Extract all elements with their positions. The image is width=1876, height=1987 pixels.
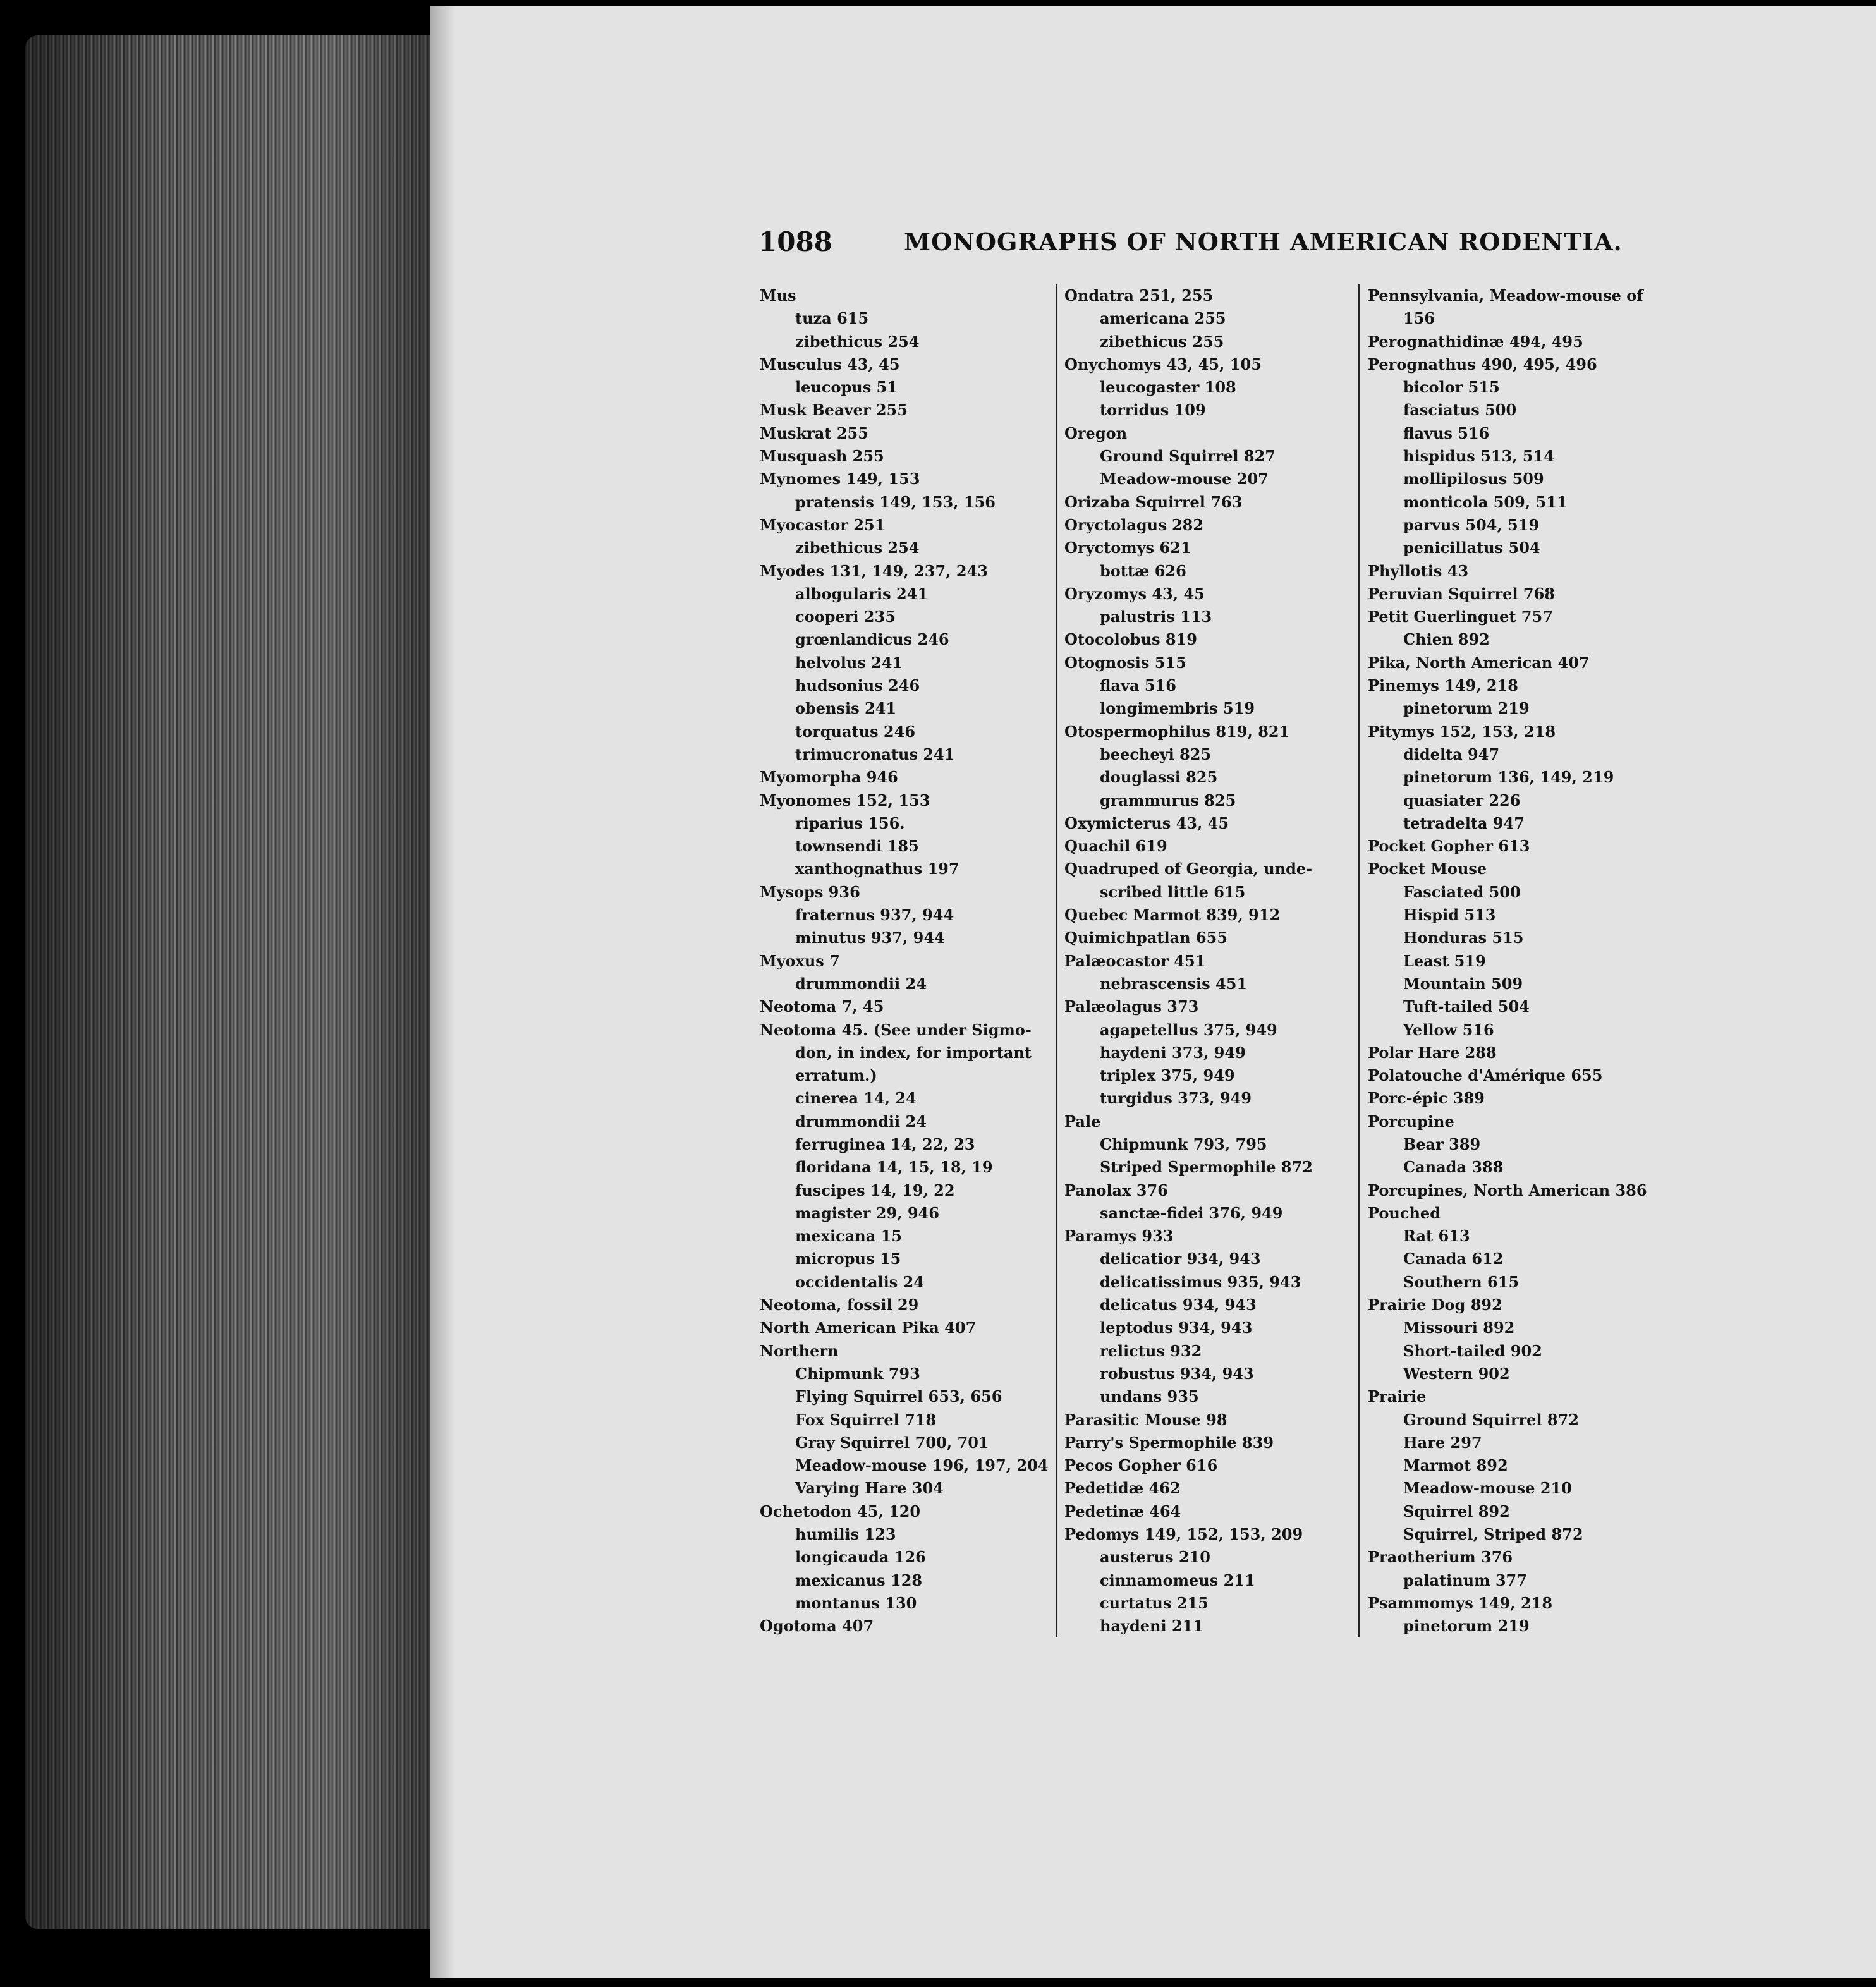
index-subentry: Gray Squirrel 700, 701 <box>795 1433 989 1452</box>
index-subentry: delicatior 934, 943 <box>1100 1249 1261 1268</box>
index-entry: Musquash 255 <box>760 447 884 466</box>
index-entry: Muskrat 255 <box>760 423 868 442</box>
index-entry: Oryctolagus 282 <box>1064 515 1204 534</box>
index-subentry: riparius 156. <box>795 813 905 832</box>
index-entry: Pitymys 152, 153, 218 <box>1368 722 1556 741</box>
index-subentry: Missouri 892 <box>1403 1318 1515 1337</box>
index-entry: Polar Hare 288 <box>1368 1043 1497 1062</box>
index-subentry: Marmot 892 <box>1403 1456 1508 1475</box>
index-entry: Pocket Mouse <box>1368 860 1487 878</box>
index-entry: Orizaba Squirrel 763 <box>1064 492 1243 511</box>
index-entry: Ochetodon 45, 120 <box>760 1502 921 1521</box>
index-subentry: robustus 934, 943 <box>1100 1364 1254 1383</box>
index-entry: Oryzomys 43, 45 <box>1064 584 1205 603</box>
index-subentry: Yellow 516 <box>1403 1020 1494 1039</box>
index-entry: Myomorpha 946 <box>760 768 898 787</box>
gutter-shadow <box>430 6 455 1978</box>
index-subentry: Chipmunk 793, 795 <box>1100 1134 1267 1153</box>
book-page-edges <box>25 35 455 1929</box>
index-entry: Pocket Gopher 613 <box>1368 837 1530 856</box>
index-entry: Pedomys 149, 152, 153, 209 <box>1064 1525 1303 1544</box>
index-entry: Oxymicterus 43, 45 <box>1064 813 1229 832</box>
index-subentry: fasciatus 500 <box>1403 401 1517 420</box>
index-subentry: helvolus 241 <box>795 653 903 672</box>
index-subentry: zibethicus 255 <box>1100 332 1224 351</box>
index-entry: Peruvian Squirrel 768 <box>1368 584 1555 603</box>
running-title: MONOGRAPHS OF NORTH AMERICAN RODENTIA. <box>904 228 1623 256</box>
index-subentry: Western 902 <box>1403 1364 1510 1383</box>
index-column-3 <box>1368 284 1665 1638</box>
index-subentry: leucogaster 108 <box>1100 378 1236 397</box>
index-subentry: Tuft-tailed 504 <box>1403 997 1530 1016</box>
index-column-2 <box>1064 284 1361 1638</box>
index-subentry: douglassi 825 <box>1100 768 1218 787</box>
index-entry: Parry's Spermophile 839 <box>1064 1433 1274 1452</box>
index-subentry: delicatus 934, 943 <box>1100 1296 1257 1315</box>
index-subentry: bottæ 626 <box>1100 561 1186 580</box>
index-entry: Pale <box>1064 1112 1101 1131</box>
index-entry: Phyllotis 43 <box>1368 561 1469 580</box>
index-subentry: hudsonius 246 <box>795 676 920 695</box>
index-entry: Myocastor 251 <box>760 515 886 534</box>
index-subentry: montanus 130 <box>795 1593 917 1612</box>
index-subentry: didelta 947 <box>1403 744 1500 763</box>
index-subentry: grœnlandicus 246 <box>795 630 949 649</box>
index-subentry: occidentalis 24 <box>795 1272 924 1291</box>
index-entry: Parasitic Mouse 98 <box>1064 1410 1227 1429</box>
index-subentry: Chipmunk 793 <box>795 1364 920 1383</box>
index-subentry: Varying Hare 304 <box>795 1479 944 1498</box>
index-subentry: erratum.) <box>795 1066 877 1085</box>
index-entry: Porcupines, North American 386 <box>1368 1181 1647 1200</box>
index-subentry: tetradelta 947 <box>1403 813 1525 832</box>
index-subentry: parvus 504, 519 <box>1403 515 1540 534</box>
column-divider <box>1056 284 1057 1637</box>
index-entry: Otocolobus 819 <box>1064 630 1197 649</box>
index-subentry: haydeni 373, 949 <box>1100 1043 1246 1062</box>
index-column-1 <box>760 284 1057 1638</box>
index-subentry: obensis 241 <box>795 699 897 718</box>
index-entry: Pennsylvania, Meadow-mouse of <box>1368 286 1643 305</box>
index-subentry: sanctæ-fidei 376, 949 <box>1100 1203 1283 1222</box>
index-subentry: Least 519 <box>1403 951 1486 970</box>
index-entry: Quimichpatlan 655 <box>1064 928 1228 947</box>
index-subentry: Canada 388 <box>1403 1158 1504 1177</box>
index-subentry: magister 29, 946 <box>795 1203 939 1222</box>
index-entry: Pedetidæ 462 <box>1064 1479 1181 1498</box>
index-subentry: leucopus 51 <box>795 378 898 397</box>
index-subentry: leptodus 934, 943 <box>1100 1318 1253 1337</box>
index-subentry: tuza 615 <box>795 309 869 328</box>
index-entry: Ogotoma 407 <box>760 1617 874 1636</box>
index-subentry: Short-tailed 902 <box>1403 1341 1542 1360</box>
index-entry: Pouched <box>1368 1203 1440 1222</box>
index-subentry: austerus 210 <box>1100 1548 1210 1567</box>
index-entry: Onychomys 43, 45, 105 <box>1064 355 1262 374</box>
index-entry: Petit Guerlinguet 757 <box>1368 607 1553 626</box>
index-subentry: bicolor 515 <box>1403 378 1500 397</box>
index-subentry: townsendi 185 <box>795 837 919 856</box>
index-entry: Pinemys 149, 218 <box>1368 676 1518 695</box>
index-subentry: pinetorum 136, 149, 219 <box>1403 768 1614 787</box>
index-subentry: Mountain 509 <box>1403 974 1523 993</box>
index-subentry: mollipilosus 509 <box>1403 470 1544 489</box>
index-entry: Panolax 376 <box>1064 1181 1168 1200</box>
index-subentry: zibethicus 254 <box>795 332 920 351</box>
index-subentry: Honduras 515 <box>1403 928 1524 947</box>
index-subentry: haydeni 211 <box>1100 1617 1204 1636</box>
index-subentry: relictus 932 <box>1100 1341 1202 1360</box>
index-subentry: Hispid 513 <box>1403 906 1496 925</box>
index-entry: North American Pika 407 <box>760 1318 977 1337</box>
index-subentry: fraternus 937, 944 <box>795 906 954 925</box>
index-subentry: longimembris 519 <box>1100 699 1255 718</box>
index-subentry: Canada 612 <box>1403 1249 1504 1268</box>
index-subentry: pratensis 149, 153, 156 <box>795 492 996 511</box>
index-entry: Porc-épic 389 <box>1368 1089 1485 1108</box>
index-subentry: pinetorum 219 <box>1403 699 1530 718</box>
index-entry: Perognathus 490, 495, 496 <box>1368 355 1597 374</box>
index-entry: Mysops 936 <box>760 882 860 901</box>
index-subentry: nebrascensis 451 <box>1100 974 1248 993</box>
index-entry: Quachil 619 <box>1064 837 1167 856</box>
index-subentry: don, in index, for important <box>795 1043 1032 1062</box>
index-subentry: scribed little 615 <box>1100 882 1246 901</box>
page-number: 1088 <box>758 226 832 257</box>
index-entry: Polatouche d'Amérique 655 <box>1368 1066 1603 1085</box>
index-subentry: Ground Squirrel 827 <box>1100 447 1276 466</box>
index-subentry: monticola 509, 511 <box>1403 492 1568 511</box>
index-subentry: floridana 14, 15, 18, 19 <box>795 1158 993 1177</box>
index-subentry: Striped Spermophile 872 <box>1100 1158 1313 1177</box>
index-subentry: cinnamomeus 211 <box>1100 1571 1255 1589</box>
index-entry: Perognathidinæ 494, 495 <box>1368 332 1583 351</box>
index-entry: Myodes 131, 149, 237, 243 <box>760 561 988 580</box>
index-subentry: humilis 123 <box>795 1525 896 1544</box>
index-subentry: pinetorum 219 <box>1403 1617 1530 1636</box>
index-entry: Prairie <box>1368 1387 1427 1406</box>
index-subentry: americana 255 <box>1100 309 1226 328</box>
index-entry: Paramys 933 <box>1064 1227 1174 1246</box>
index-entry: Porcupine <box>1368 1112 1454 1131</box>
index-entry: Mynomes 149, 153 <box>760 470 920 489</box>
index-subentry: penicillatus 504 <box>1403 538 1540 557</box>
index-entry: Palæocastor 451 <box>1064 951 1206 970</box>
index-subentry: torquatus 246 <box>795 722 916 741</box>
index-subentry: Meadow-mouse 207 <box>1100 470 1269 489</box>
index-entry: Quadruped of Georgia, unde- <box>1064 860 1313 878</box>
index-subentry: cinerea 14, 24 <box>795 1089 917 1108</box>
index-subentry: grammurus 825 <box>1100 791 1236 810</box>
index-entry: Oregon <box>1064 423 1128 442</box>
index-subentry: agapetellus 375, 949 <box>1100 1020 1277 1039</box>
index-subentry: turgidus 373, 949 <box>1100 1089 1252 1108</box>
index-subentry: Bear 389 <box>1403 1134 1481 1153</box>
index-entry: Prairie Dog 892 <box>1368 1296 1502 1315</box>
index-subentry: quasiater 226 <box>1403 791 1521 810</box>
index-subentry: drummondii 24 <box>795 1112 927 1131</box>
index-subentry: torridus 109 <box>1100 401 1206 420</box>
index-subentry: minutus 937, 944 <box>795 928 945 947</box>
index-subentry: curtatus 215 <box>1100 1593 1209 1612</box>
index-entry: Ondatra 251, 255 <box>1064 286 1214 305</box>
index-subentry: micropus 15 <box>795 1249 901 1268</box>
index-subentry: mexicanus 128 <box>795 1571 923 1589</box>
index-subentry: flava 516 <box>1100 676 1176 695</box>
index-subentry: beecheyi 825 <box>1100 744 1212 763</box>
index-entry: Myonomes 152, 153 <box>760 791 930 810</box>
index-entry: Oryctomys 621 <box>1064 538 1191 557</box>
index-entry: Mus <box>760 286 796 305</box>
index-subentry: palatinum 377 <box>1403 1571 1527 1589</box>
index-subentry: Chien 892 <box>1403 630 1490 649</box>
index-entry: Praotherium 376 <box>1368 1548 1513 1567</box>
running-head <box>758 226 1876 258</box>
column-divider <box>1358 284 1360 1637</box>
index-subentry: Southern 615 <box>1403 1272 1520 1291</box>
index-subentry: Fox Squirrel 718 <box>795 1410 937 1429</box>
index-subentry: albogularis 241 <box>795 584 929 603</box>
index-subentry: xanthognathus 197 <box>795 860 959 878</box>
index-entry: Otognosis 515 <box>1064 653 1186 672</box>
index-subentry: Fasciated 500 <box>1403 882 1521 901</box>
index-entry: Pedetinæ 464 <box>1064 1502 1181 1521</box>
index-subentry: longicauda 126 <box>795 1548 926 1567</box>
index-subentry: hispidus 513, 514 <box>1403 447 1554 466</box>
index-subentry: Hare 297 <box>1403 1433 1482 1452</box>
index-entry: Palæolagus 373 <box>1064 997 1199 1016</box>
index-subentry: Flying Squirrel 653, 656 <box>795 1387 1002 1406</box>
index-subentry: triplex 375, 949 <box>1100 1066 1235 1085</box>
index-subentry: fuscipes 14, 19, 22 <box>795 1181 955 1200</box>
index-entry: Musk Beaver 255 <box>760 401 908 420</box>
index-subentry: cooperi 235 <box>795 607 896 626</box>
index-subentry: Rat 613 <box>1403 1227 1470 1246</box>
index-subentry: mexicana 15 <box>795 1227 903 1246</box>
index-entry: Musculus 43, 45 <box>760 355 900 374</box>
index-subentry: Meadow-mouse 196, 197, 204 <box>795 1456 1049 1475</box>
index-subentry: drummondii 24 <box>795 974 927 993</box>
index-subentry: undans 935 <box>1100 1387 1199 1406</box>
index-entry: Pika, North American 407 <box>1368 653 1590 672</box>
index-subentry: ferruginea 14, 22, 23 <box>795 1134 975 1153</box>
index-entry: Myoxus 7 <box>760 951 840 970</box>
index-entry: Neotoma 7, 45 <box>760 997 884 1016</box>
book-page <box>430 6 1876 1978</box>
index-entry: Quebec Marmot 839, 912 <box>1064 906 1281 925</box>
index-subentry: palustris 113 <box>1100 607 1212 626</box>
index-entry: Pecos Gopher 616 <box>1064 1456 1218 1475</box>
index-subentry: Meadow-mouse 210 <box>1403 1479 1572 1498</box>
index-entry: Northern <box>760 1341 839 1360</box>
index-entry: Neotoma 45. (See under Sigmo- <box>760 1020 1032 1039</box>
index-subentry: flavus 516 <box>1403 423 1490 442</box>
index-entry: Psammomys 149, 218 <box>1368 1593 1553 1612</box>
index-subentry: Squirrel, Striped 872 <box>1403 1525 1583 1544</box>
index-subentry: delicatissimus 935, 943 <box>1100 1272 1301 1291</box>
index-subentry: 156 <box>1403 309 1435 328</box>
index-subentry: Ground Squirrel 872 <box>1403 1410 1579 1429</box>
index-subentry: Squirrel 892 <box>1403 1502 1510 1521</box>
index-subentry: trimucronatus 241 <box>795 744 955 763</box>
index-entry: Neotoma, fossil 29 <box>760 1296 919 1315</box>
index-entry: Otospermophilus 819, 821 <box>1064 722 1290 741</box>
index-subentry: zibethicus 254 <box>795 538 920 557</box>
